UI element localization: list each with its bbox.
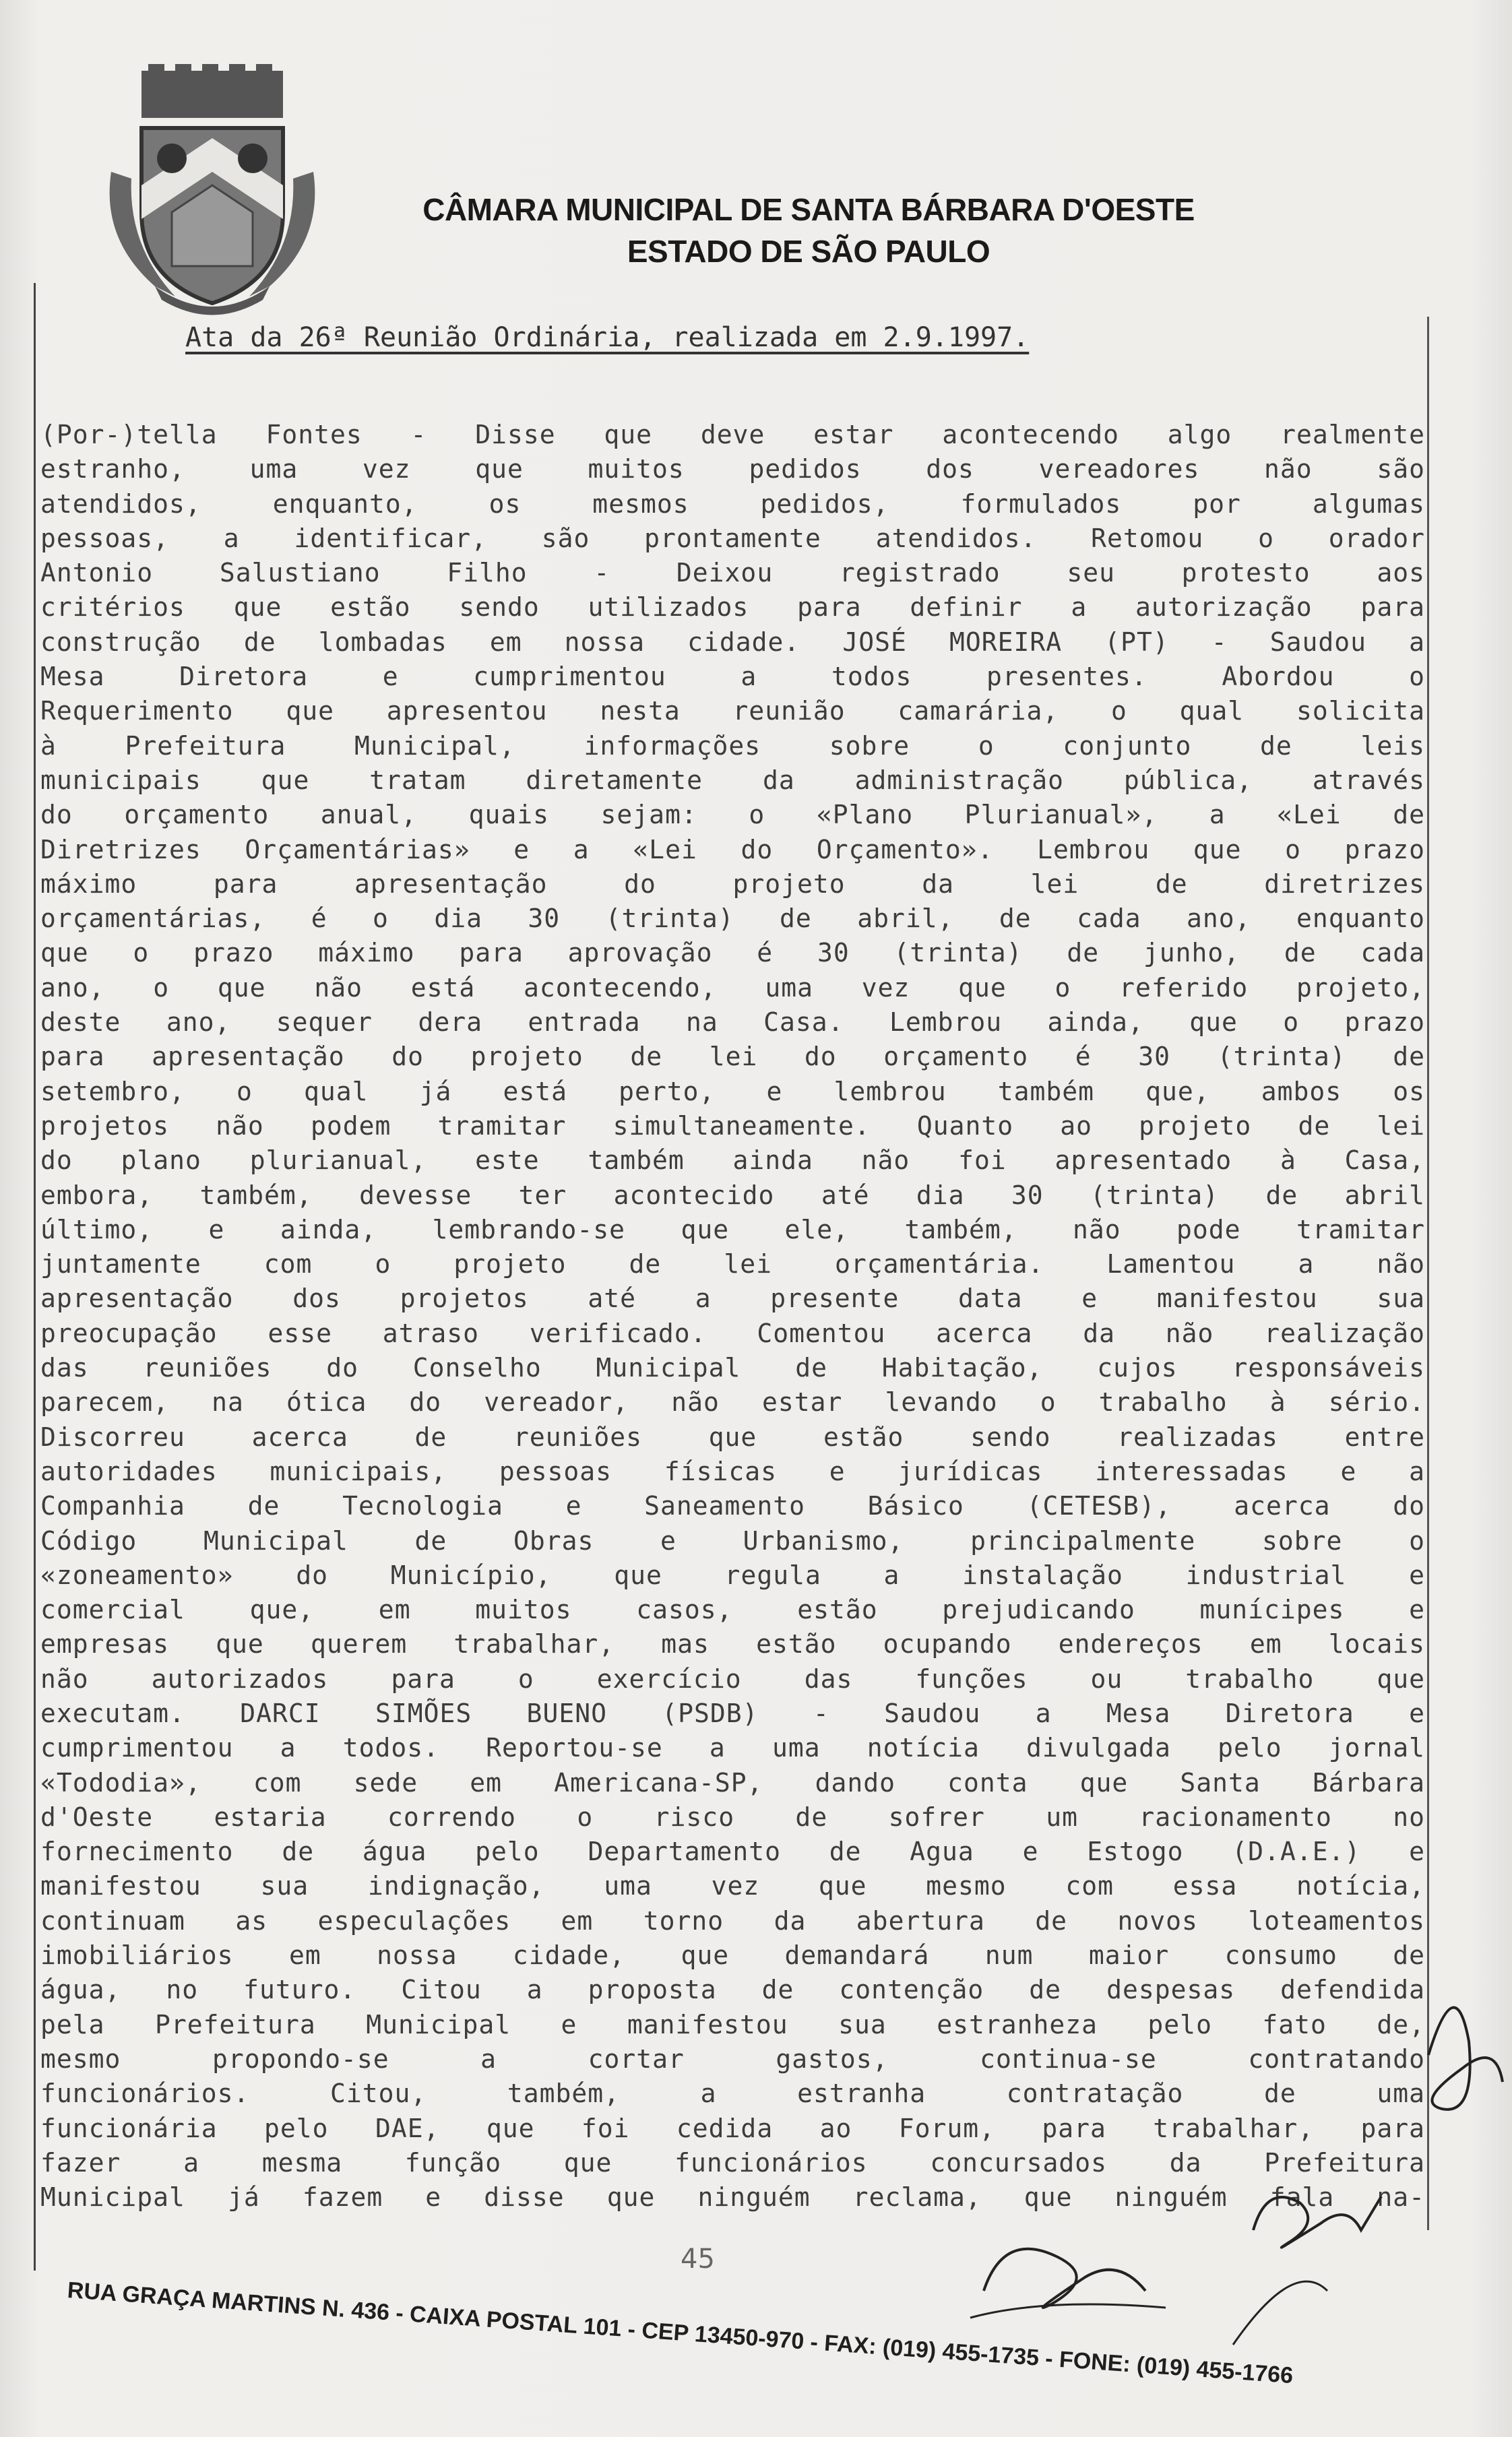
minutes-line: d'Oeste estaria correndo o risco de sofrer um racionamento no [40, 1802, 1425, 1832]
minutes-line: Requerimento que apresentou nesta reunião camarária, o qual solicita [40, 696, 1425, 726]
minutes-line: autoridades municipais, pessoas físicas e jurídicas interessadas e a [40, 1456, 1425, 1486]
minutes-line: fazer a mesma função que funcionários concursados da Prefeitura [40, 2147, 1425, 2178]
minutes-line: critérios que estão sendo utilizados para definir a autorização para [40, 592, 1425, 623]
footer-address: RUA GRAÇA MARTINS N. 436 - CAIXA POSTAL 101 - CEP 13450-970 - FAX: (019) 455-1735 - FONE: (019) 455-1766 [66, 2277, 1294, 2389]
minutes-line: manifestou sua indignação, uma vez que mesmo com essa notícia, [40, 1871, 1425, 1901]
minutes-line: não autorizados para o exercício das funções ou trabalho que [40, 1664, 1425, 1694]
minutes-line: pessoas, a identificar, são prontamente atendidos. Retomou o orador [40, 523, 1425, 553]
minutes-line: para apresentação do projeto de lei do orçamento é 30 (trinta) de [40, 1042, 1425, 1072]
minutes-line: Antonio Salustiano Filho - Deixou registrado seu protesto aos [40, 558, 1425, 588]
minutes-line: fornecimento de água pelo Departamento de Agua e Estogo (D.A.E.) e [40, 1837, 1425, 1867]
state-name: ESTADO DE SÃO PAULO [627, 234, 990, 269]
minutes-line: embora, também, devesse ter acontecido até dia 30 (trinta) de abril [40, 1180, 1425, 1210]
minutes-line: juntamente com o projeto de lei orçamentária. Lamentou a não [40, 1249, 1425, 1279]
minutes-line: projetos não podem tramitar simultaneamente. Quanto ao projeto de lei [40, 1110, 1425, 1141]
minutes-line: máximo para apresentação do projeto da lei de diretrizes [40, 868, 1425, 899]
minutes-line: imobiliários em nossa cidade, que demandará num maior consumo de [40, 1940, 1425, 1971]
chamber-name: CÂMARA MUNICIPAL DE SANTA BÁRBARA D'OESTE [422, 192, 1195, 227]
minutes-line: deste ano, sequer dera entrada na Casa. Lembrou ainda, que o prazo [40, 1007, 1425, 1038]
minutes-line: Discorreu acerca de reuniões que estão sendo realizadas entre [40, 1422, 1425, 1452]
minutes-line: das reuniões do Conselho Municipal de Habitação, cujos responsáveis [40, 1353, 1425, 1383]
minutes-line: mesmo propondo-se a cortar gastos, continua-se contratando [40, 2044, 1425, 2074]
minutes-line: construção de lombadas em nossa cidade. JOSÉ MOREIRA (PT) - Saudou a [40, 627, 1425, 657]
minutes-line: último, e ainda, lembrando-se que ele, também, não pode tramitar [40, 1214, 1425, 1244]
municipal-coat-of-arms [101, 64, 323, 320]
minutes-line: do plano plurianual, este também ainda não foi apresentado à Casa, [40, 1145, 1425, 1176]
minutes-line: pela Prefeitura Municipal e manifestou sua estranheza pelo fato de, [40, 2009, 1425, 2039]
minutes-line: apresentação dos projetos até a presente data e manifestou sua [40, 1284, 1425, 1314]
minutes-line: orçamentárias, é o dia 30 (trinta) de abril, de cada ano, enquanto [40, 904, 1425, 934]
minutes-line: municipais que tratam diretamente da administração pública, através [40, 765, 1425, 795]
minutes-line: executam. DARCI SIMÕES BUENO (PSDB) - Saudou a Mesa Diretora e [40, 1698, 1425, 1728]
page-footer [40, 2257, 1442, 2392]
minutes-line: à Prefeitura Municipal, informações sobre o conjunto de leis [40, 730, 1425, 761]
minutes-line: comercial que, em muitos casos, estão prejudicando munícipes e [40, 1595, 1425, 1625]
minutes-line: Municipal já fazem e disse que ninguém reclama, que ninguém fala na- [40, 2182, 1425, 2213]
minutes-line: ano, o que não está acontecendo, uma vez que o referido projeto, [40, 972, 1425, 1003]
minutes-line: «zoneamento» do Município, que regula a instalação industrial e [40, 1560, 1425, 1590]
minutes-line: cumprimentou a todos. Reportou-se a uma notícia divulgada pelo jornal [40, 1733, 1425, 1763]
minutes-line: continuam as especulações em torno da abertura de novos loteamentos [40, 1905, 1425, 1936]
minutes-line: Companhia de Tecnologia e Saneamento Básico (CETESB), acerca do [40, 1491, 1425, 1521]
minutes-line: Diretrizes Orçamentárias» e a «Lei do Orçamento». Lembrou que o prazo [40, 834, 1425, 864]
minutes-line: que o prazo máximo para aprovação é 30 (trinta) de junho, de cada [40, 938, 1425, 968]
minutes-line: estranho, uma vez que muitos pedidos dos vereadores não são [40, 454, 1425, 484]
minutes-line: atendidos, enquanto, os mesmos pedidos, formulados por algumas [40, 488, 1425, 519]
minutes-line: preocupação esse atraso verificado. Comentou acerca da não realização [40, 1318, 1425, 1348]
chamber-header [404, 189, 1213, 272]
minutes-line: funcionários. Citou, também, a estranha contratação de uma [40, 2079, 1425, 2109]
minutes-line: empresas que querem trabalhar, mas estão ocupando endereços em locais [40, 1629, 1425, 1659]
minutes-line: (Por-)tella Fontes - Disse que deve estar acontecendo algo realmente [40, 420, 1425, 449]
minutes-line: do orçamento anual, quais sejam: o «Plano Plurianual», a «Lei de [40, 800, 1425, 830]
minutes-line: «Tododia», com sede em Americana-SP, dando conta que Santa Bárbara [40, 1767, 1425, 1798]
minutes-line: funcionária pelo DAE, que foi cedida ao Forum, para trabalhar, para [40, 2113, 1425, 2143]
minutes-line: Código Municipal de Obras e Urbanismo, principalmente sobre o [40, 1525, 1425, 1556]
minutes-line: setembro, o qual já está perto, e lembrou também que, ambos os [40, 1076, 1425, 1106]
minutes-line: Mesa Diretora e cumprimentou a todos presentes. Abordou o [40, 662, 1425, 692]
page-number: 45 [681, 2244, 715, 2275]
minutes-line: água, no futuro. Citou a proposta de contenção de despesas defendida [40, 1975, 1425, 2005]
minutes-line: parecem, na ótica do vereador, não estar levando o trabalho à sério. [40, 1387, 1425, 1418]
minutes-title: Ata da 26ª Reunião Ordinária, realizada em 2.9.1997. [185, 322, 1030, 353]
left-margin-rule [34, 283, 36, 2271]
